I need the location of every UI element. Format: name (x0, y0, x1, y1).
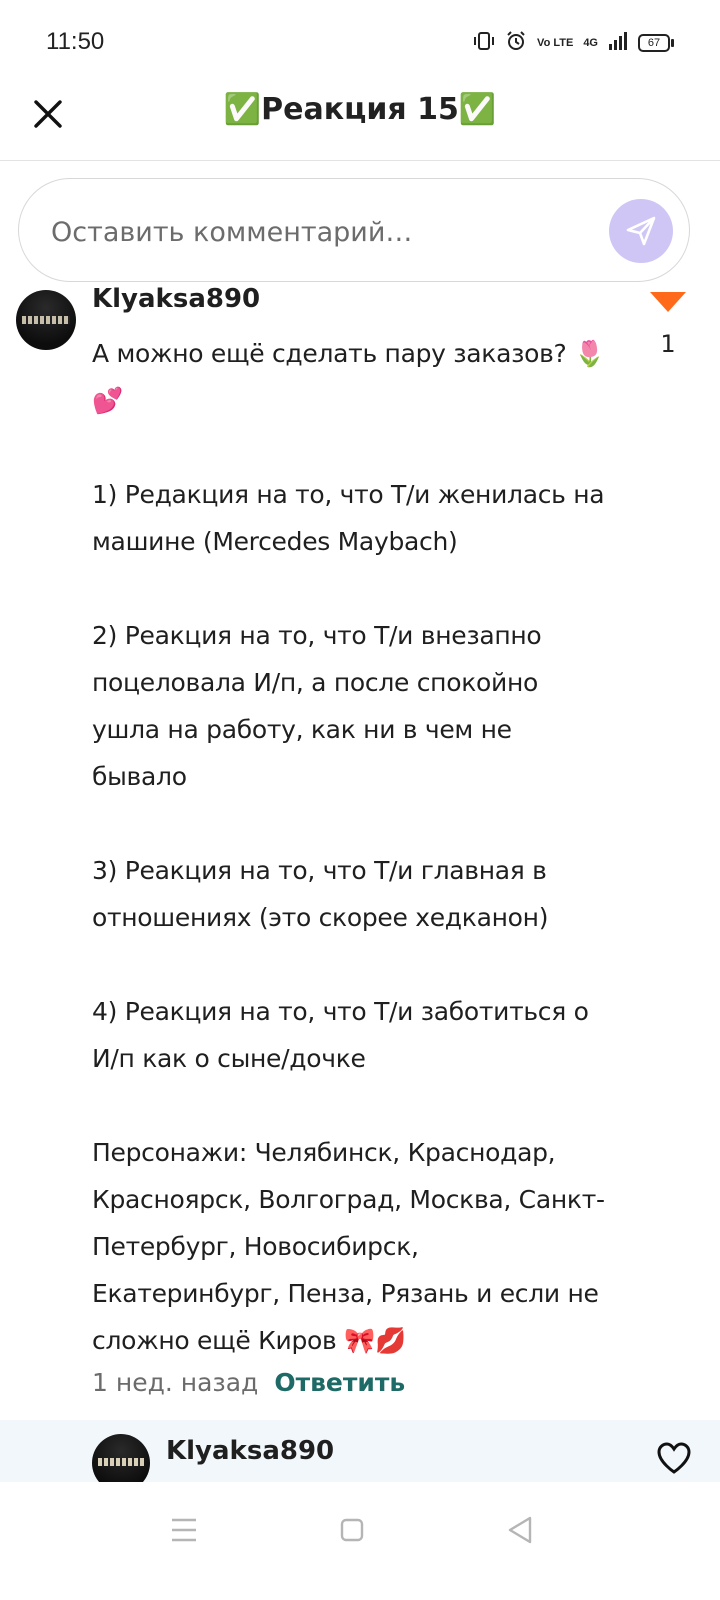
comment-timestamp: 1 нед. назад (92, 1368, 259, 1397)
system-nav-bar (0, 1482, 720, 1600)
home-button[interactable] (332, 1510, 372, 1550)
comment-username[interactable]: Klyaksa890 (92, 284, 261, 314)
header (0, 86, 720, 161)
send-button[interactable] (609, 199, 673, 263)
status-bar (0, 0, 720, 86)
alarm-icon (505, 30, 527, 57)
network-type: 4G (583, 37, 598, 49)
menu-icon (169, 1517, 199, 1543)
comment-text: А можно ещё сделать пару заказов? 🌷💕 1) Редакция на то, что Т/и женилась на машине (Mercedes Maybach) 2) Реакция на то, что Т/и внезапно поцеловала И/п, а после спокойно ушла на работу, как ни в чем не бывало 3) Реакция на то, что Т/и главная в отношениях (это скорее хедканон) 4) Реакция на то, что Т/и заботиться о И/п как о сыне/дочке Персонажи: Челябинск, Краснодар, Красноярск, Волгоград, Москва, Санкт-Петербург, Новосибирск, Екатеринбург, Пенза, Рязань и если не сложно ещё Киров 🎀💋 (92, 339, 605, 1355)
back-button[interactable] (500, 1510, 540, 1550)
back-icon (506, 1515, 534, 1545)
page-title: ✅Реакция 15✅ (223, 92, 497, 127)
send-icon (624, 214, 658, 248)
heart-icon (654, 1438, 694, 1478)
comment-meta (92, 1368, 405, 1397)
comment-composer (18, 178, 690, 282)
like-button[interactable] (654, 1438, 694, 1478)
status-time: 11:50 (46, 28, 105, 55)
vote-count: 1 (660, 330, 676, 358)
reply-button[interactable]: Ответить (274, 1368, 406, 1397)
vibrate-icon (473, 30, 495, 57)
recents-button[interactable] (164, 1510, 204, 1550)
reply-preview[interactable] (0, 1420, 720, 1482)
comment-input[interactable] (49, 203, 573, 261)
upvote-arrow-icon[interactable] (648, 290, 688, 314)
reply-username[interactable]: Klyaksa890 (166, 1436, 335, 1466)
vote-control (646, 290, 690, 358)
volte-indicator: Vo LTE (537, 37, 574, 49)
home-icon (339, 1517, 365, 1543)
battery-indicator: 67 (638, 34, 670, 52)
signal-icon (608, 31, 628, 56)
avatar[interactable] (16, 290, 76, 350)
status-icons (473, 30, 670, 56)
